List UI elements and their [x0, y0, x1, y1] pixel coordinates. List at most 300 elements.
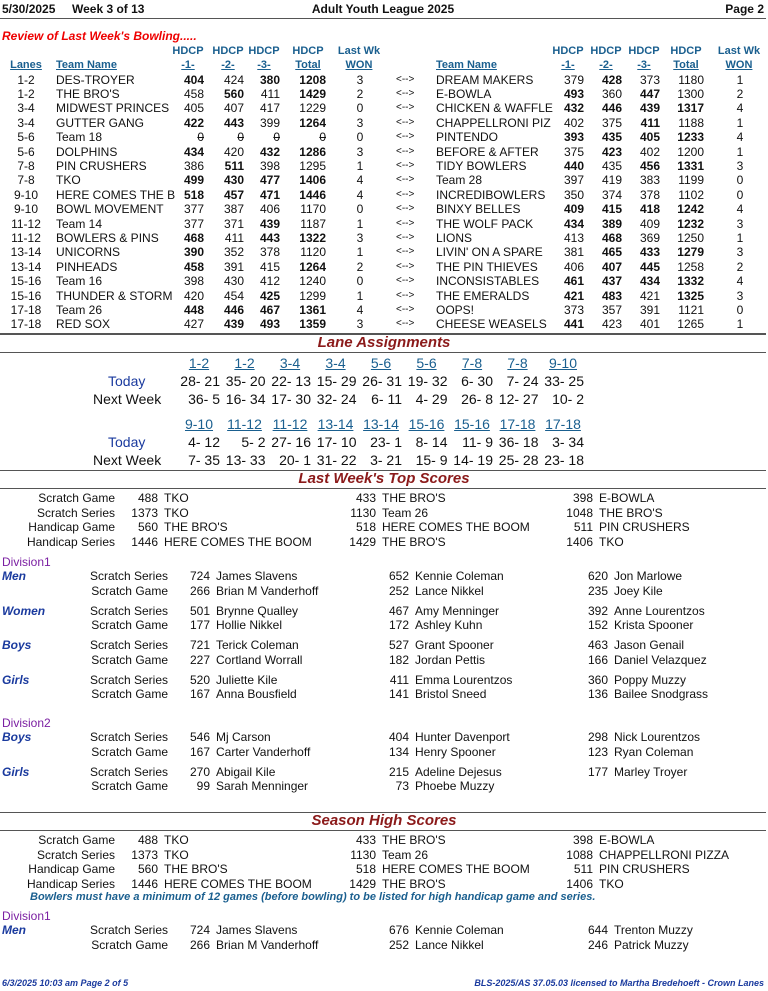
name-2: Jordan Pettis [415, 652, 486, 667]
score-3: 511 [573, 520, 593, 534]
game1-score: 434 [563, 216, 584, 231]
won-count: 3 [356, 317, 364, 332]
next-week-label: Next Week [93, 452, 162, 468]
team-name: Team 14 [56, 216, 103, 231]
gender-label: Men [2, 569, 26, 583]
game2-score: 465 [601, 245, 622, 260]
won-count: 4 [356, 187, 364, 202]
won-count: 4 [356, 302, 364, 317]
review-row [0, 116, 768, 130]
score-category: Scratch Game [38, 491, 115, 505]
game2-score: 374 [601, 187, 622, 202]
name-1: Hollie Nikkel [216, 618, 283, 632]
score-3: 235 [587, 583, 608, 598]
score-2: 676 [388, 923, 409, 937]
won-count: 3 [356, 115, 364, 130]
total-score: 1258 [677, 259, 704, 274]
game2-score: 0 [237, 130, 244, 145]
versus-arrow: <--> [396, 188, 415, 200]
total-score: 1180 [678, 72, 704, 87]
name-1: Mj Carson [216, 730, 271, 744]
score-3: 1048 [566, 505, 593, 520]
name-2: THE BRO'S [382, 491, 446, 505]
team-name: Team 16 [56, 274, 103, 289]
next-week-assignment: 20- 1 [279, 452, 311, 468]
next-week-assignment: 31- 22 [316, 452, 357, 468]
page-number: Page 2 [725, 2, 764, 16]
game3-score: 447 [639, 86, 660, 101]
total-score: 1232 [677, 216, 704, 231]
team-name: BOWLERS & PINS [56, 230, 159, 245]
game1-score: 381 [563, 245, 584, 260]
score-3: 152 [587, 618, 608, 632]
today-assignment: 35- 20 [225, 373, 266, 389]
next-week-assignment: 16- 34 [225, 391, 266, 407]
game1-score: 350 [563, 187, 584, 202]
name-3: PIN CRUSHERS [599, 862, 690, 876]
team-name: TKO [56, 173, 81, 188]
next-week-assignment: 23- 18 [544, 452, 584, 468]
review-row [0, 274, 768, 288]
total-score: 1429 [299, 86, 326, 101]
game1-score: 468 [183, 230, 204, 245]
today-assignment: 11- 9 [462, 434, 493, 450]
game1-score: 398 [183, 274, 204, 289]
game1-score: 440 [563, 158, 584, 173]
score-2: 141 [388, 687, 409, 701]
next-week-assignment: 4- 29 [415, 391, 448, 407]
game3-score: 439 [639, 101, 660, 116]
total-score: 1322 [299, 230, 326, 245]
score-2: 252 [388, 937, 409, 952]
score-2: 527 [388, 638, 409, 652]
won-header: WON [345, 59, 373, 71]
name-3: Trenton Muzzy [614, 923, 693, 937]
versus-arrow: <--> [396, 102, 415, 114]
review-row [0, 260, 768, 274]
total-score: 1279 [677, 245, 704, 260]
lanes-header: Lanes [10, 59, 42, 71]
game3-score: 418 [639, 202, 660, 217]
next-week-assignment: 26- 8 [461, 391, 493, 407]
versus-arrow: <--> [396, 217, 415, 229]
team-name: PIN CRUSHERS [56, 158, 147, 173]
score-3: 123 [587, 744, 608, 759]
score-1: 724 [189, 923, 210, 937]
review-row [0, 245, 768, 259]
game2-score: 443 [223, 115, 244, 130]
score-category: Handicap Game [28, 520, 115, 534]
lane-pair-header: 17-18 [545, 416, 581, 432]
season-high-title: Season High Scores [311, 812, 457, 829]
score-1: 177 [189, 618, 210, 632]
next-week-label: Next Week [93, 391, 162, 407]
game1-score: 427 [183, 317, 204, 332]
game3-score: 405 [639, 130, 660, 145]
game1-score: 0 [197, 130, 204, 145]
lane-pair: 17-18 [10, 317, 42, 332]
gender-label: Boys [2, 638, 32, 652]
team-name: LIONS [436, 230, 473, 245]
review-row [0, 188, 768, 202]
score-1: 560 [137, 862, 158, 876]
team-name: Team 28 [436, 173, 483, 188]
name-3: THE BRO'S [599, 505, 663, 520]
next-week-assignment: 6- 11 [371, 391, 402, 407]
won-count: 4 [736, 202, 744, 217]
name-1: HERE COMES THE BOOM [164, 876, 312, 891]
name-3: Krista Spooner [614, 618, 694, 632]
total-score: 1325 [677, 288, 704, 303]
game2-score: 375 [601, 115, 622, 130]
score-3: 392 [587, 603, 608, 618]
review-row [0, 317, 768, 331]
min-games-note: Bowlers must have a minimum of 12 games (before bowling) to be listed for high handicap game and series. [30, 891, 596, 903]
game3-score: 401 [639, 317, 660, 332]
total-score: 1229 [299, 101, 326, 116]
total-score: 1200 [677, 144, 704, 159]
lane-pair: 1-2 [17, 72, 35, 87]
name-3: Ryan Coleman [614, 744, 694, 759]
versus-arrow: <--> [396, 231, 415, 243]
score-category: Scratch Game [91, 618, 168, 632]
won-count: 1 [356, 245, 364, 260]
score-3: 1406 [566, 876, 593, 891]
versus-arrow: <--> [396, 289, 415, 301]
total-score: 1332 [677, 274, 704, 289]
today-assignment: 3- 34 [552, 434, 584, 450]
score-category: Scratch Series [89, 638, 168, 652]
gender-label: Girls [2, 672, 30, 687]
won-count: 0 [356, 130, 364, 145]
hdcp-total-sub: Total [673, 59, 699, 71]
score-1: 488 [137, 491, 158, 505]
team-name: BOWL MOVEMENT [56, 202, 164, 217]
score-1: 488 [137, 833, 158, 847]
hdcp-total-header: HDCP [292, 45, 324, 57]
team-name: DOLPHINS [56, 144, 118, 159]
today-assignment: 28- 21 [180, 373, 220, 389]
total-score: 1265 [677, 317, 704, 332]
game1-score: 406 [563, 259, 584, 274]
name-1: Abigail Kile [216, 764, 276, 779]
game2-score: 423 [601, 144, 622, 159]
game2-score: 430 [223, 274, 244, 289]
won-count: 2 [736, 86, 744, 101]
team-name: CHICKEN & WAFFLE [436, 101, 553, 116]
lane-pair: 11-12 [11, 216, 41, 231]
game1-score: 518 [183, 187, 204, 202]
score-category: Scratch Series [89, 672, 168, 687]
gender-label: Boys [2, 730, 32, 744]
score-2: 1429 [349, 534, 376, 549]
lane-pair-header: 5-6 [370, 355, 392, 371]
score-2: 433 [355, 491, 376, 505]
today-assignment: 5- 2 [241, 434, 266, 450]
hdcp2-sub: -2- [221, 59, 235, 71]
team-name: THE EMERALDS [436, 288, 530, 303]
score-2: 73 [395, 779, 409, 793]
today-assignment: 26- 31 [362, 373, 402, 389]
next-week-assignment: 17- 30 [271, 391, 311, 407]
team-name: PINHEADS [56, 259, 118, 274]
lane-pair-header: 9-10 [184, 416, 214, 432]
won-count: 0 [736, 302, 744, 317]
name-1: THE BRO'S [164, 520, 228, 534]
game3-score: 456 [639, 158, 660, 173]
score-category: Scratch Game [38, 833, 115, 847]
name-1: TKO [164, 833, 189, 847]
versus-arrow: <--> [396, 275, 415, 287]
score-category: Scratch Series [89, 764, 168, 779]
score-3: 166 [587, 652, 608, 667]
total-score: 1331 [677, 158, 704, 173]
won-count: 0 [736, 187, 744, 202]
hdcp3-header: HDCP [248, 45, 280, 57]
today-assignment: 17- 10 [316, 434, 357, 450]
total-score: 1317 [677, 101, 704, 116]
lane-pair: 3-4 [17, 101, 35, 116]
division-label: Division2 [2, 716, 51, 730]
division-label: Division1 [2, 909, 51, 923]
total-score: 1406 [299, 173, 326, 188]
total-score: 1188 [678, 115, 704, 130]
next-week-assignment: 15- 9 [415, 452, 448, 468]
today-label: Today [108, 373, 146, 389]
game3-score: 421 [639, 288, 660, 303]
total-score: 1121 [678, 302, 704, 317]
name-2: Grant Spooner [415, 638, 494, 652]
team-name: THE PIN THIEVES [436, 259, 538, 274]
review-row [0, 130, 768, 144]
name-3: Patrick Muzzy [614, 937, 689, 952]
game3-score: 434 [639, 274, 660, 289]
review-row [0, 217, 768, 231]
name-3: E-BOWLA [599, 491, 655, 505]
score-1: 724 [189, 569, 210, 583]
team-name-header: Team Name [56, 59, 117, 71]
game1-score: 390 [183, 245, 204, 260]
score-3: 398 [572, 491, 593, 505]
name-2: Lance Nikkel [415, 583, 484, 598]
lane-pair-header: 1-2 [188, 355, 210, 371]
total-score: 1199 [678, 173, 704, 188]
game2-score: 420 [223, 144, 244, 159]
name-1: TKO [164, 505, 189, 520]
next-week-assignment: 7- 35 [188, 452, 220, 468]
hdcp2-header: HDCP [212, 45, 244, 57]
hdcp2-sub: -2- [599, 59, 613, 71]
team-name-header: Team Name [436, 59, 497, 71]
score-3: 136 [587, 687, 608, 701]
score-category: Scratch Series [89, 569, 168, 583]
team-name: MIDWEST PRINCES [56, 101, 170, 116]
lane-pair-header: 11-12 [227, 416, 262, 432]
score-category: Handicap Game [28, 862, 115, 876]
game3-score: 471 [259, 187, 280, 202]
game3-score: 433 [639, 245, 660, 260]
score-1: 1373 [131, 505, 158, 520]
game2-score: 407 [601, 259, 622, 274]
game3-score: 369 [639, 230, 660, 245]
game1-score: 397 [563, 173, 584, 188]
score-1: 1373 [131, 847, 158, 862]
game1-score: 377 [183, 202, 204, 217]
score-category: Scratch Series [89, 923, 168, 937]
next-week-assignment: 3- 21 [370, 452, 402, 468]
versus-arrow: <--> [396, 87, 415, 99]
divider [0, 18, 766, 19]
game2-score: 435 [601, 158, 622, 173]
game2-score: 423 [601, 317, 622, 332]
score-3: 620 [587, 569, 608, 583]
team-name: Team 26 [56, 302, 103, 317]
total-score: 1240 [299, 274, 326, 289]
won-count: 4 [736, 274, 744, 289]
score-category: Scratch Game [91, 652, 168, 667]
game3-score: 411 [640, 115, 660, 130]
total-score: 1250 [677, 230, 704, 245]
review-row [0, 145, 768, 159]
team-name: OOPS! [436, 302, 475, 317]
game2-score: 430 [223, 173, 244, 188]
game1-score: 393 [563, 130, 584, 145]
score-category: Handicap Series [26, 534, 115, 549]
name-2: THE BRO'S [382, 833, 446, 847]
hdcp3-header: HDCP [628, 45, 660, 57]
versus-arrow: <--> [396, 246, 415, 258]
won-count: 4 [356, 173, 364, 188]
team-name: PINTENDO [436, 130, 499, 145]
game3-score: 402 [639, 144, 660, 159]
game1-score: 421 [563, 288, 584, 303]
lane-pair: 9-10 [13, 187, 39, 202]
lane-pair: 1-2 [17, 86, 35, 101]
review-title: Review of Last Week's Bowling..... [2, 29, 197, 43]
name-2: Kennie Coleman [415, 569, 504, 583]
game1-score: 375 [563, 144, 584, 159]
name-3: Nick Lourentzos [614, 730, 701, 744]
game2-score: 371 [223, 216, 244, 231]
name-3: Marley Troyer [614, 764, 688, 779]
team-name: DES-TROYER [56, 72, 135, 87]
score-category: Scratch Series [89, 603, 168, 618]
name-1: THE BRO'S [164, 862, 228, 876]
total-score: 1187 [300, 216, 326, 231]
next-week-assignment: 14- 19 [453, 452, 493, 468]
name-2: THE BRO'S [382, 876, 446, 891]
total-score: 0 [319, 130, 326, 145]
name-2: Hunter Davenport [415, 730, 510, 744]
game3-score: 0 [273, 130, 280, 145]
gender-label: Men [2, 923, 26, 937]
versus-arrow: <--> [396, 73, 415, 85]
next-week-assignment: 25- 28 [498, 452, 539, 468]
score-category: Scratch Game [91, 583, 168, 598]
score-3: 298 [587, 730, 608, 744]
score-1: 721 [189, 638, 210, 652]
game3-score: 398 [259, 158, 280, 173]
next-week-assignment: 36- 5 [188, 391, 220, 407]
game3-score: 493 [259, 317, 280, 332]
team-name: THE WOLF PACK [436, 216, 534, 231]
game1-score: 432 [563, 101, 584, 116]
name-3: Daniel Velazquez [614, 652, 707, 667]
game2-score: 352 [223, 245, 244, 260]
name-2: Adeline Dejesus [415, 764, 502, 779]
score-2: 404 [388, 730, 409, 744]
today-assignment: 6- 30 [461, 373, 493, 389]
today-assignment: 7- 24 [506, 373, 539, 389]
score-3: 511 [573, 862, 593, 876]
won-count: 3 [356, 144, 364, 159]
name-3: E-BOWLA [599, 833, 655, 847]
next-week-assignment: 12- 27 [498, 391, 539, 407]
game2-score: 560 [223, 86, 244, 101]
game2-score: 468 [601, 230, 622, 245]
lane-pair-header: 17-18 [499, 416, 536, 432]
game3-score: 406 [259, 202, 280, 217]
hdcp3-sub: -3- [637, 59, 651, 71]
score-1: 1446 [131, 876, 158, 891]
score-3: 177 [587, 764, 608, 779]
name-2: HERE COMES THE BOOM [382, 862, 530, 876]
won-count: 0 [356, 202, 364, 217]
review-row [0, 87, 768, 101]
game2-score: 483 [601, 288, 622, 303]
name-1: Carter Vanderhoff [216, 744, 311, 759]
game1-score: 373 [563, 302, 584, 317]
lane-pair-header: 1-2 [234, 355, 255, 371]
name-3: TKO [599, 876, 624, 891]
score-1: 266 [189, 937, 210, 952]
score-2: 411 [389, 672, 409, 687]
game3-score: 445 [639, 259, 660, 274]
game1-score: 461 [563, 274, 584, 289]
game3-score: 378 [259, 245, 280, 260]
team-name: Team 18 [56, 130, 103, 145]
lane-pair: 5-6 [17, 144, 35, 159]
won-count: 2 [356, 86, 364, 101]
name-2: THE BRO'S [382, 534, 446, 549]
game1-score: 413 [563, 230, 584, 245]
game3-score: 439 [259, 216, 280, 231]
versus-arrow: <--> [396, 145, 415, 157]
footer-timestamp: 6/3/2025 10:03 am Page 2 of 5 [2, 978, 129, 988]
game3-score: 409 [639, 216, 660, 231]
versus-arrow: <--> [396, 159, 415, 171]
lane-pair-header: 3-4 [325, 355, 346, 371]
name-2: Lance Nikkel [415, 937, 484, 952]
team-name: CHEESE WEASELS [436, 317, 547, 332]
versus-arrow: <--> [396, 116, 415, 128]
today-assignment: 15- 29 [316, 373, 357, 389]
total-score: 1264 [299, 115, 326, 130]
hdcp-total-header: HDCP [670, 45, 702, 57]
name-3: Joey Kile [614, 583, 663, 598]
name-1: Juliette Kile [216, 672, 278, 687]
report-date: 5/30/2025 [2, 2, 56, 16]
score-3: 360 [587, 672, 608, 687]
game3-score: 399 [259, 115, 280, 130]
game2-score: 428 [601, 72, 622, 87]
score-1: 546 [189, 730, 210, 744]
team-name: INCONSISTABLES [436, 274, 540, 289]
total-score: 1446 [299, 187, 326, 202]
won-count: 3 [736, 288, 744, 303]
game3-score: 380 [259, 72, 280, 87]
game2-score: 415 [601, 202, 622, 217]
